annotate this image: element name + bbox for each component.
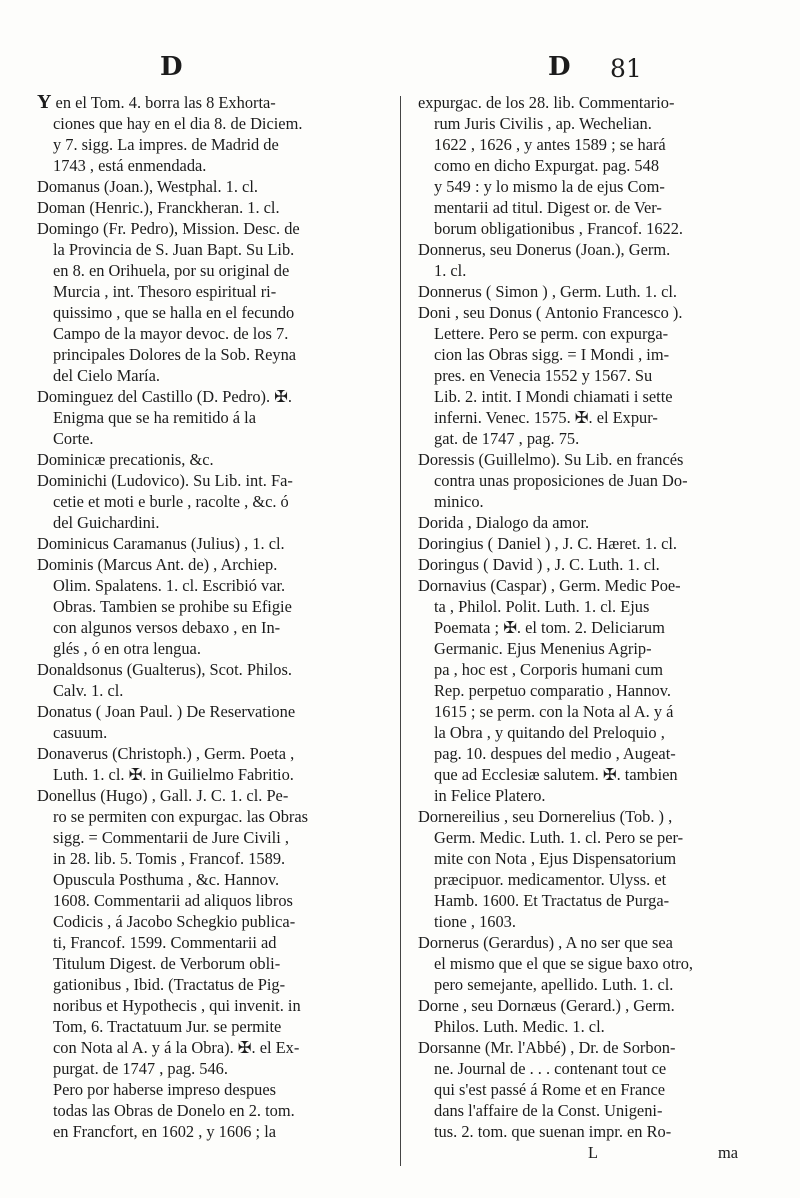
- entry-continuation-line: Opuscula Posthuma , &c. Hannov.: [53, 870, 280, 889]
- entry-continuation-line: principales Dolores de la Sob. Reyna: [53, 345, 297, 364]
- entry-continuation-line: glés , ó en otra lengua.: [53, 639, 201, 658]
- entry-first-line: Donellus (Hugo) , Gall. J. C. 1. cl. Pe-: [37, 786, 289, 805]
- entry-first-line: Dornavius (Caspar) , Germ. Medic Poe-: [418, 576, 681, 595]
- entry-continuation-line: qui s'est passé á Rome et en France: [434, 1080, 665, 1099]
- entry-first-line: Donaldsonus (Gualterus), Scot. Philos.: [37, 660, 292, 679]
- entry-continuation-line: inferni. Venec. 1575. ✠. el Expur-: [434, 408, 658, 427]
- entry-continuation-line: Olim. Spalatens. 1. cl. Escribió var.: [53, 576, 286, 595]
- entry-continuation-line: Poemata ; ✠. el tom. 2. Deliciarum: [434, 618, 665, 637]
- signature-mark: L: [587, 1143, 598, 1162]
- entry-first-line: Dorida , Dialogo da amor.: [418, 513, 590, 532]
- entry-first-line: Dornereilius , seu Dornerelius (Tob. ) ,: [418, 807, 673, 826]
- entry-continuation-line: gat. de 1747 , pag. 75.: [434, 429, 580, 448]
- entry-continuation-line: contra unas proposiciones de Juan Do-: [434, 471, 688, 490]
- entry-continuation-line: Lib. 2. intit. I Mondi chiamati i sette: [434, 387, 673, 406]
- entry-continuation-line: in 28. lib. 5. Tomis , Francof. 1589.: [53, 849, 286, 868]
- entry-continuation-line: Titulum Digest. de Verborum obli-: [53, 954, 281, 973]
- entry-continuation-line: quissimo , que se halla en el fecundo: [53, 303, 295, 322]
- entry-continuation-line: Codicis , á Jacobo Schegkio publica-: [53, 912, 296, 931]
- entry-continuation-line: 1622 , 1626 , y antes 1589 ; se hará: [434, 135, 666, 154]
- entry-first-line: Domingo (Fr. Pedro), Mission. Desc. de: [37, 219, 300, 238]
- entry-first-line: Dominichi (Ludovico). Su Lib. int. Fa-: [37, 471, 293, 490]
- entry-first-line: Donatus ( Joan Paul. ) De Reservatione: [37, 702, 296, 721]
- entry-continuation-line: tus. 2. tom. que suenan impr. en Ro-: [434, 1122, 672, 1141]
- entry-continuation-line: Campo de la mayor devoc. de los 7.: [53, 324, 289, 343]
- entry-continuation-line: y 7. sigg. La impres. de Madrid de: [53, 135, 279, 154]
- entry-continuation-line: 1743 , está enmendada.: [53, 156, 207, 175]
- entry-continuation-line: præcipuor. medicamentor. Ulyss. et: [434, 870, 667, 889]
- entry-continuation-line: Murcia , int. Thesoro espiritual ri-: [53, 282, 277, 301]
- entry-first-line: expurgac. de los 28. lib. Commentario-: [418, 93, 675, 112]
- right-column: [418, 92, 748, 1163]
- entry-continuation-line: ti, Francof. 1599. Commentarii ad: [53, 933, 277, 952]
- entry-first-line: Doni , seu Donus ( Antonio Francesco ).: [418, 303, 683, 322]
- entry-continuation-line: del Guichardini.: [53, 513, 160, 532]
- running-header: [0, 52, 800, 92]
- entry-first-line: Y en el Tom. 4. borra las 8 Exhorta-: [37, 91, 276, 113]
- entry-first-line: Donaverus (Christoph.) , Germ. Poeta ,: [37, 744, 295, 763]
- entry-first-line: Doringius ( Daniel ) , J. C. Hæret. 1. cl.: [418, 534, 678, 553]
- entry-continuation-line: Enigma que se ha remitido á la: [53, 408, 256, 427]
- entry-continuation-line: Rep. perpetuo comparatio , Hannov.: [434, 681, 671, 700]
- entry-continuation-line: ro se permiten con expurgac. las Obras: [53, 807, 309, 826]
- entry-continuation-line: pag. 10. despues del medio , Augeat-: [434, 744, 676, 763]
- entry-continuation-line: Obras. Tambien se prohibe su Efigie: [53, 597, 292, 616]
- entry-first-line: Doressis (Guillelmo). Su Lib. en francés: [418, 450, 684, 469]
- entry-continuation-line: Germ. Medic. Luth. 1. cl. Pero se per-: [434, 828, 684, 847]
- entry-first-line: Donnerus, seu Donerus (Joan.), Germ.: [418, 240, 671, 259]
- entry-continuation-line: Tom, 6. Tractatuum Jur. se permite: [53, 1017, 282, 1036]
- entry-first-line: Dominicus Caramanus (Julius) , 1. cl.: [37, 534, 285, 553]
- entry-continuation-line: mite con Nota , Ejus Dispensatorium: [434, 849, 677, 868]
- entry-continuation-line: que ad Ecclesiæ salutem. ✠. tambien: [434, 765, 678, 784]
- entry-continuation-line: con algunos versos debaxo , en In-: [53, 618, 281, 637]
- entry-continuation-line: la Provincia de S. Juan Bapt. Su Lib.: [53, 240, 295, 259]
- entry-continuation-line: con Nota al A. y á la Obra). ✠. el Ex-: [53, 1038, 300, 1057]
- catchword: ma: [717, 1143, 738, 1162]
- entry-first-line: Domanus (Joan.), Westphal. 1. cl.: [37, 177, 258, 196]
- entry-continuation-line: el mismo que el que se sigue baxo otro,: [434, 954, 694, 973]
- entry-continuation-line: en Francfort, en 1602 , y 1606 ; la: [53, 1122, 277, 1141]
- entry-continuation-line: y 549 : y lo mismo la de ejus Com-: [434, 177, 665, 196]
- entry-continuation-line: 1608. Commentarii ad aliquos libros: [53, 891, 293, 910]
- entry-continuation-line: pa , hoc est , Corporis humani cum: [434, 660, 663, 679]
- entry-continuation-line: cetie et moti e burle , racolte , &c. ó: [53, 492, 289, 511]
- entry-continuation-line: in Felice Platero.: [434, 786, 546, 805]
- entry-continuation-line: sigg. = Commentarii de Jure Civili ,: [53, 828, 289, 847]
- entry-continuation-line: Germanic. Ejus Menenius Agrip-: [434, 639, 652, 658]
- entry-continuation-line: Philos. Luth. Medic. 1. cl.: [434, 1017, 605, 1036]
- entry-continuation-line: 1615 ; se perm. con la Nota al A. y á: [434, 702, 674, 721]
- entry-continuation-line: purgat. de 1747 , pag. 546.: [53, 1059, 228, 1078]
- entry-continuation-line: en 8. en Orihuela, por su original de: [53, 261, 290, 280]
- entry-continuation-line: ta , Philol. Polit. Luth. 1. cl. Ejus: [434, 597, 650, 616]
- entry-continuation-line: 1. cl.: [434, 261, 467, 280]
- entry-continuation-line: como en dicho Expurgat. pag. 548: [434, 156, 660, 175]
- entry-continuation-line: la Obra , y quitando del Preloquio ,: [434, 723, 665, 742]
- entry-continuation-line: cion las Obras sigg. = I Mondi , im-: [434, 345, 670, 364]
- entry-continuation-line: dans l'affaire de la Const. Unigeni-: [434, 1101, 663, 1120]
- entry-continuation-line: pres. en Venecia 1552 y 1567. Su: [434, 366, 653, 385]
- entry-continuation-line: ciones que hay en el dia 8. de Diciem.: [53, 114, 303, 133]
- entry-first-line: Dominicæ precationis, &c.: [37, 450, 214, 469]
- entry-continuation-line: Pero por haberse impreso despues: [53, 1080, 277, 1099]
- entry-continuation-line: noribus et Hypothecis , qui invenit. in: [53, 996, 301, 1015]
- entry-first-line: Doringus ( David ) , J. C. Luth. 1. cl.: [418, 555, 660, 574]
- entry-continuation-line: Lettere. Pero se perm. con expurga-: [434, 324, 669, 343]
- entry-continuation-line: borum obligationibus , Francof. 1622.: [434, 219, 684, 238]
- left-column: [37, 92, 367, 1142]
- entry-continuation-line: tione , 1603.: [434, 912, 516, 931]
- entry-first-line: Dorsanne (Mr. l'Abbé) , Dr. de Sorbon-: [418, 1038, 676, 1057]
- entry-first-line: Dorne , seu Dornæus (Gerard.) , Germ.: [418, 996, 675, 1015]
- entry-continuation-line: gationibus , Ibid. (Tractatus de Pig-: [53, 975, 286, 994]
- initial-letter: Y: [37, 91, 52, 113]
- entry-continuation-line: pero semejante, apellido. Luth. 1. cl.: [434, 975, 674, 994]
- entry-first-line: Donnerus ( Simon ) , Germ. Luth. 1. cl.: [418, 282, 678, 301]
- header-letter-right: D: [548, 52, 571, 82]
- entry-continuation-line: Corte.: [53, 429, 94, 448]
- entry-first-line: Doman (Henric.), Franckheran. 1. cl.: [37, 198, 280, 217]
- entry-continuation-line: mentarii ad titul. Digest or. de Ver-: [434, 198, 662, 217]
- page-number: 81: [610, 54, 642, 83]
- entry-continuation-line: ne. Journal de . . . contenant tout ce: [434, 1059, 667, 1078]
- entry-first-line: Dornerus (Gerardus) , A no ser que sea: [418, 933, 673, 952]
- entry-continuation-line: Hamb. 1600. Et Tractatus de Purga-: [434, 891, 670, 910]
- entry-continuation-line: todas las Obras de Donelo en 2. tom.: [53, 1101, 295, 1120]
- entry-continuation-line: rum Juris Civilis , ap. Wechelian.: [434, 114, 652, 133]
- catchword-line: [418, 1142, 748, 1163]
- entry-continuation-line: casuum.: [53, 723, 108, 742]
- column-rule: [400, 96, 401, 1166]
- entry-continuation-line: minico.: [434, 492, 484, 511]
- entry-continuation-line: del Cielo María.: [53, 366, 160, 385]
- entry-continuation-line: Luth. 1. cl. ✠. in Guilielmo Fabritio.: [53, 765, 294, 784]
- entry-first-line: Dominis (Marcus Ant. de) , Archiep.: [37, 555, 278, 574]
- entry-first-line: Dominguez del Castillo (D. Pedro). ✠.: [37, 387, 292, 406]
- header-letter-left: D: [160, 52, 183, 82]
- entry-continuation-line: Calv. 1. cl.: [53, 681, 124, 700]
